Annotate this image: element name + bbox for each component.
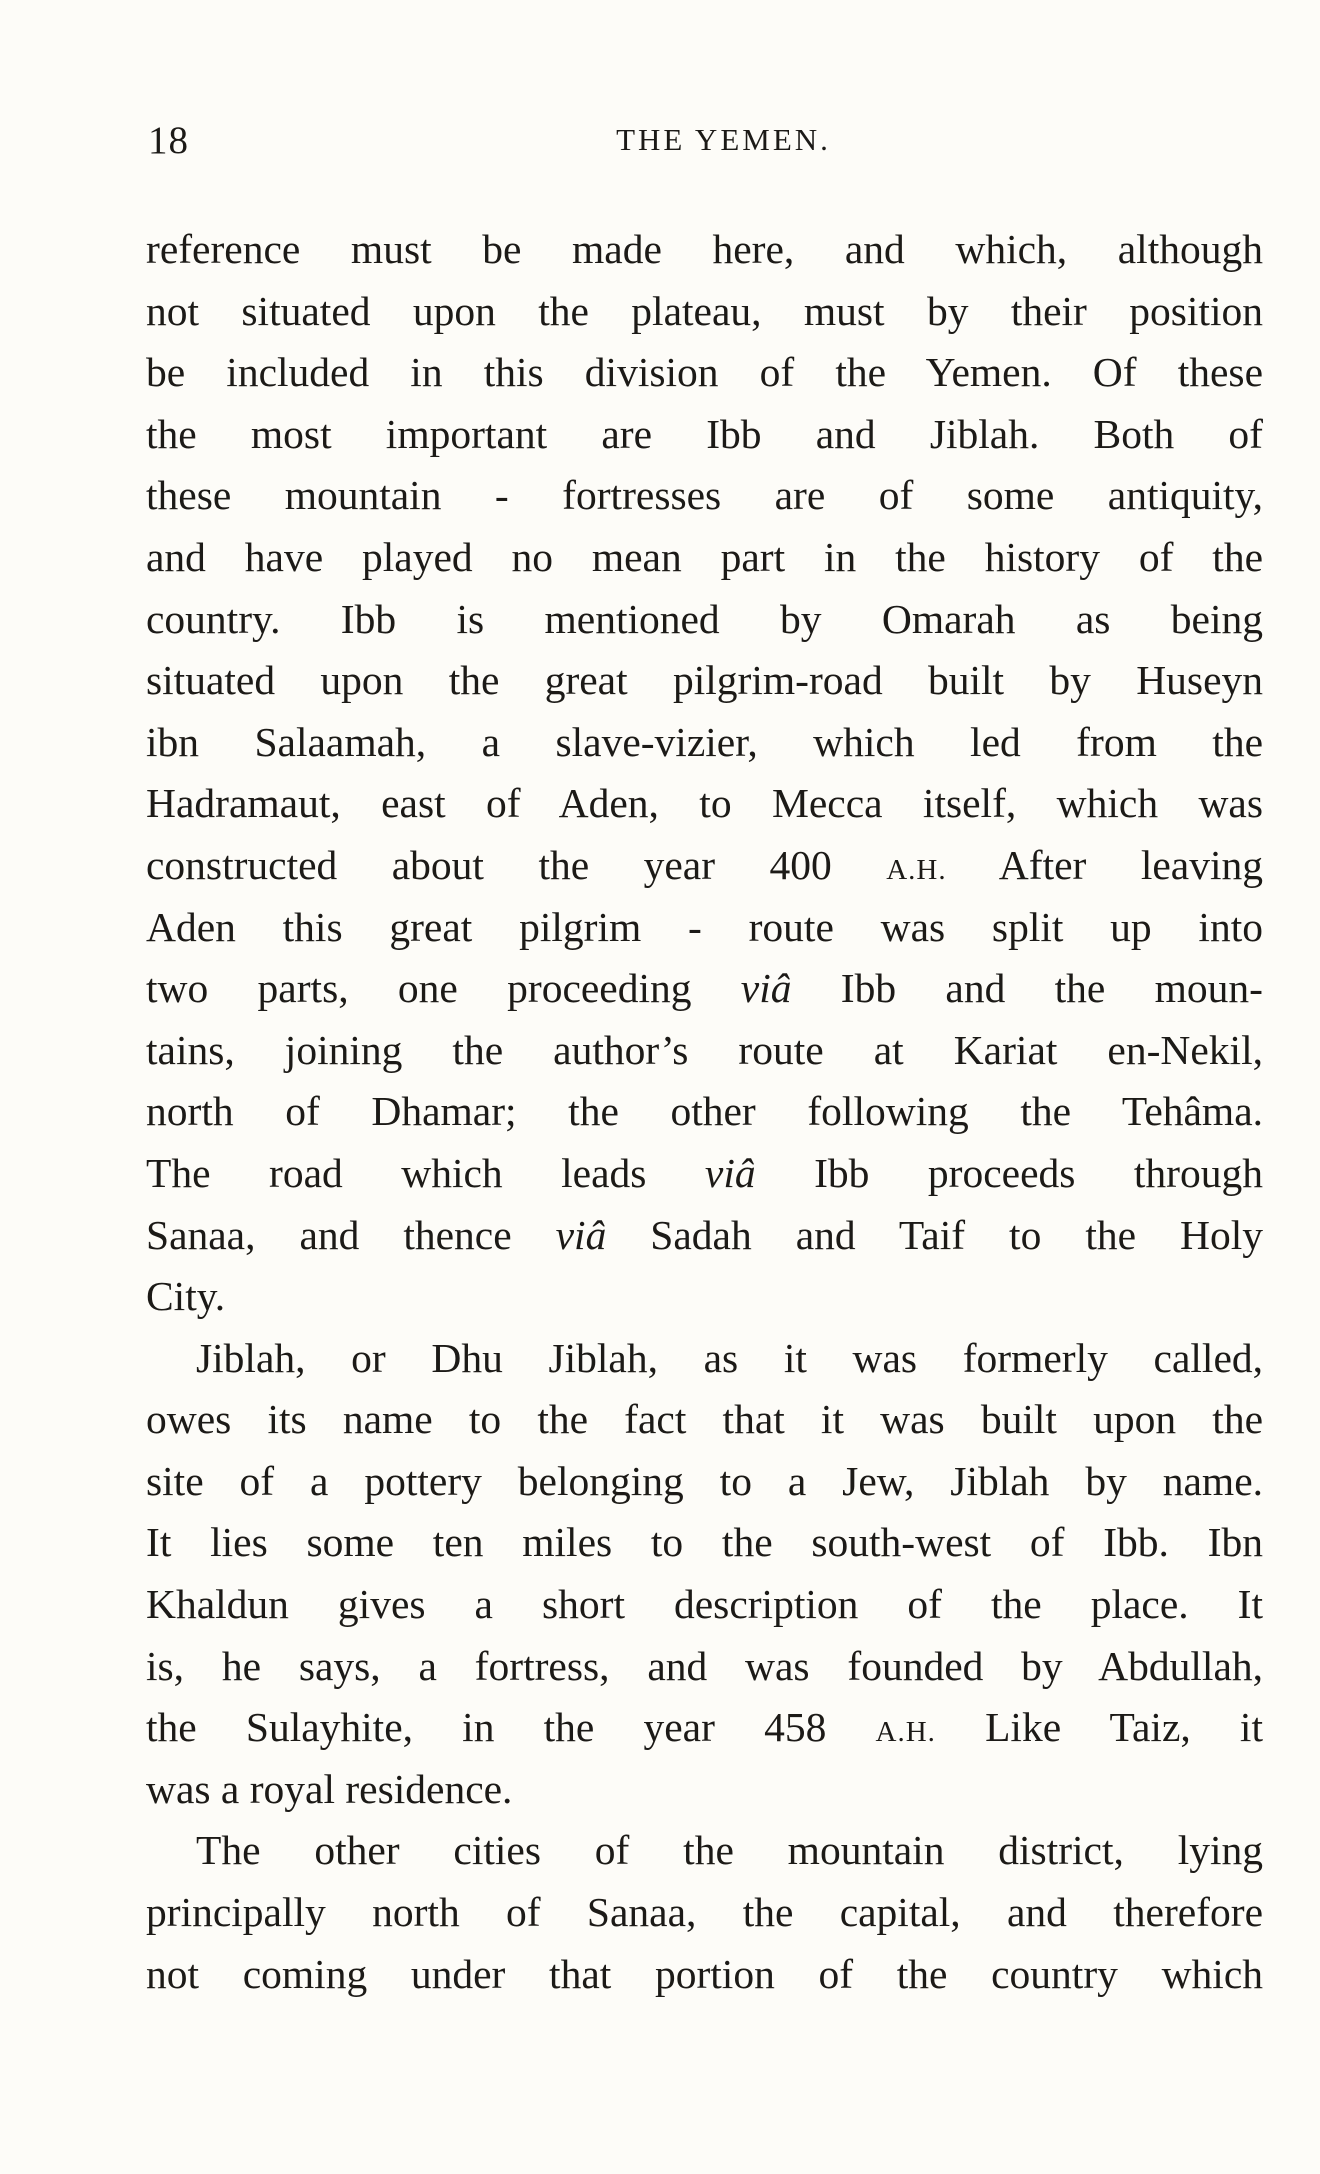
text-line: site of a pottery belonging to a Jew, Jiblah by name. [146,1457,1263,1504]
text-line: Hadramaut, east of Aden, to Mecca itself, which was [146,780,1263,827]
paragraph [146,1328,1263,1821]
text-line: the Sulayhite, in the year 458 A.H. Like Taiz, it [146,1704,1263,1751]
text-line: not coming under that portion of the country which [146,1950,1263,1997]
body-text [146,219,1263,2005]
italic-word: viâ [740,965,792,1012]
text-line: Sanaa, and thence viâ Sadah and Taif to the Holy [146,1211,1263,1258]
text-line: It lies some ten miles to the south-west of Ibb. Ibn [146,1519,1263,1566]
page-header [148,118,1263,178]
text-line: constructed about the year 400 A.H. After leaving [146,841,1263,888]
text-line: owes its name to the fact that it was built upon the [146,1396,1263,1443]
running-head: THE YEMEN. [616,122,831,157]
text-line: be included in this division of the Yemen. Of these [146,349,1263,396]
small-caps-era: A.H. [875,1716,936,1749]
text-line: reference must be made here, and which, although [146,226,1263,272]
text-line: these mountain - fortresses are of some antiquity, [146,472,1263,519]
text-line: was a royal residence. [146,1765,513,1812]
text-line: not situated upon the plateau, must by their position [146,287,1263,334]
page-number: 18 [148,119,189,162]
text-line: ibn Salaamah, a slave-vizier, which led from the [146,718,1263,765]
text-line: Jiblah, or Dhu Jiblah, as it was formerly called, [196,1334,1263,1381]
text-line: principally north of Sanaa, the capital, and therefore [146,1889,1263,1936]
text-line: Khaldun gives a short description of the place. It [146,1581,1263,1628]
text-line: the most important are Ibb and Jiblah. Both of [146,410,1263,457]
text-line: City. [146,1273,226,1320]
text-line: The road which leads viâ Ibb proceeds through [146,1149,1263,1196]
text-line: is, he says, a fortress, and was founded by Abdullah, [146,1642,1263,1689]
italic-word: viâ [704,1149,756,1196]
italic-word: viâ [555,1211,607,1258]
text-line: The other cities of the mountain district, lying [196,1827,1263,1874]
paragraph [146,1820,1263,2005]
paragraph [146,219,1263,1328]
text-line: country. Ibb is mentioned by Omarah as being [146,595,1263,642]
text-line: and have played no mean part in the history of the [146,533,1263,580]
text-line: situated upon the great pilgrim-road built by Huseyn [146,657,1263,704]
text-line: two parts, one proceeding viâ Ibb and the moun- [146,965,1263,1012]
text-line: tains, joining the author’s route at Kariat en-Nekil, [146,1026,1263,1073]
text-line: north of Dhamar; the other following the Tehâma. [146,1088,1263,1135]
small-caps-era: A.H. [886,853,947,886]
text-line: Aden this great pilgrim - route was split up into [146,903,1263,950]
